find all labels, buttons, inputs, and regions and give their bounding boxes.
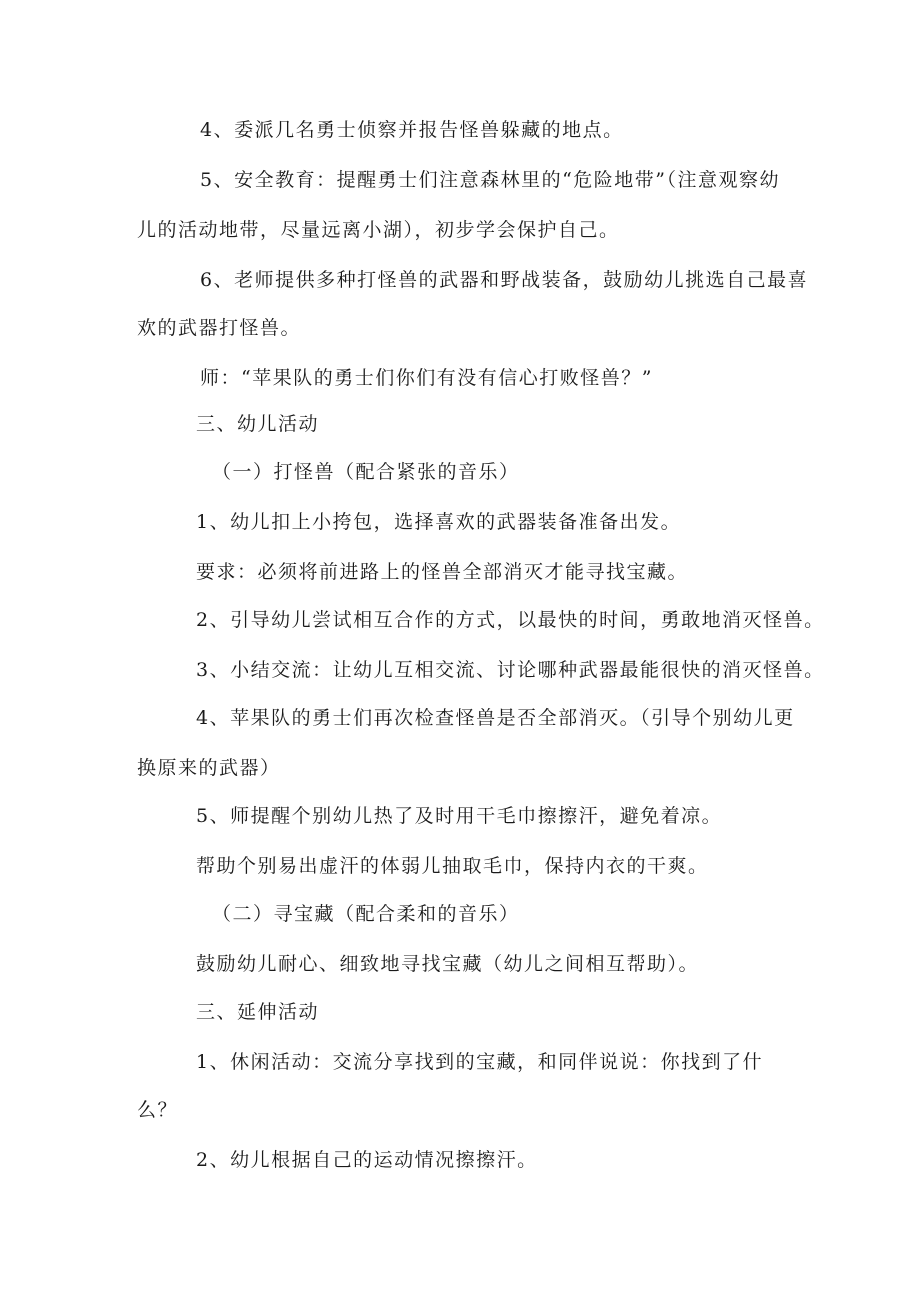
text-line-extension-1: 1、休闲活动：交流分享找到的宝藏，和同伴说说：你找到了什 [196, 1051, 764, 1073]
text-line-activity-1: 1、幼儿扣上小挎包，选择喜欢的武器装备准备出发。 [196, 511, 682, 533]
text-line-teacher-quote: 师：“苹果队的勇士们你们有没有信心打败怪兽？” [200, 367, 653, 389]
text-line-activity-4-continued: 换原来的武器） [137, 757, 281, 779]
section-heading-extension-activity: 三、延伸活动 [196, 1001, 320, 1023]
text-line-step-5-safety: 5、安全教育：提醒勇士们注意森林里的“危险地带”（注意观察幼 [200, 169, 781, 191]
text-line-activity-4: 4、苹果队的勇士们再次检查怪兽是否全部消灭。（引导个别幼儿更 [196, 707, 795, 729]
subsection-heading-fight-monsters: （一）打怪兽（配合紧张的音乐） [212, 461, 520, 483]
text-line-step-5-continued: 儿的活动地带，尽量远离小湖），初步学会保护自己。 [137, 219, 620, 241]
text-line-step-6-continued: 欢的武器打怪兽。 [137, 317, 302, 339]
subsection-heading-find-treasure: （二）寻宝藏（配合柔和的音乐） [212, 903, 520, 925]
text-line-step-6-weapons: 6、老师提供多种打怪兽的武器和野战装备，鼓励幼儿挑选自己最喜 [200, 269, 809, 291]
text-line-step-4-scout: 4、委派几名勇士侦察并报告怪兽躲藏的地点。 [200, 119, 624, 141]
section-heading-child-activity: 三、幼儿活动 [196, 413, 320, 435]
text-line-encourage: 鼓励幼儿耐心、细致地寻找宝藏（幼儿之间相互帮助）。 [196, 953, 700, 975]
text-line-extension-2: 2、幼儿根据自己的运动情况擦擦汗。 [196, 1149, 538, 1171]
text-line-activity-3: 3、小结交流：让幼儿互相交流、讨论哪种武器最能很快的消灭怪兽。 [196, 659, 825, 681]
text-line-help-children: 帮助个别易出虚汗的体弱儿抽取毛巾，保持内衣的干爽。 [196, 855, 709, 877]
text-line-activity-5: 5、师提醒个别幼儿热了及时用干毛巾擦擦汗，避免着凉。 [196, 805, 723, 827]
text-line-requirement: 要求：必须将前进路上的怪兽全部消灭才能寻找宝藏。 [196, 561, 689, 583]
text-line-extension-1-continued: 么？ [137, 1099, 179, 1121]
text-line-activity-2: 2、引导幼儿尝试相互合作的方式，以最快的时间，勇敢地消灭怪兽。 [196, 609, 825, 631]
